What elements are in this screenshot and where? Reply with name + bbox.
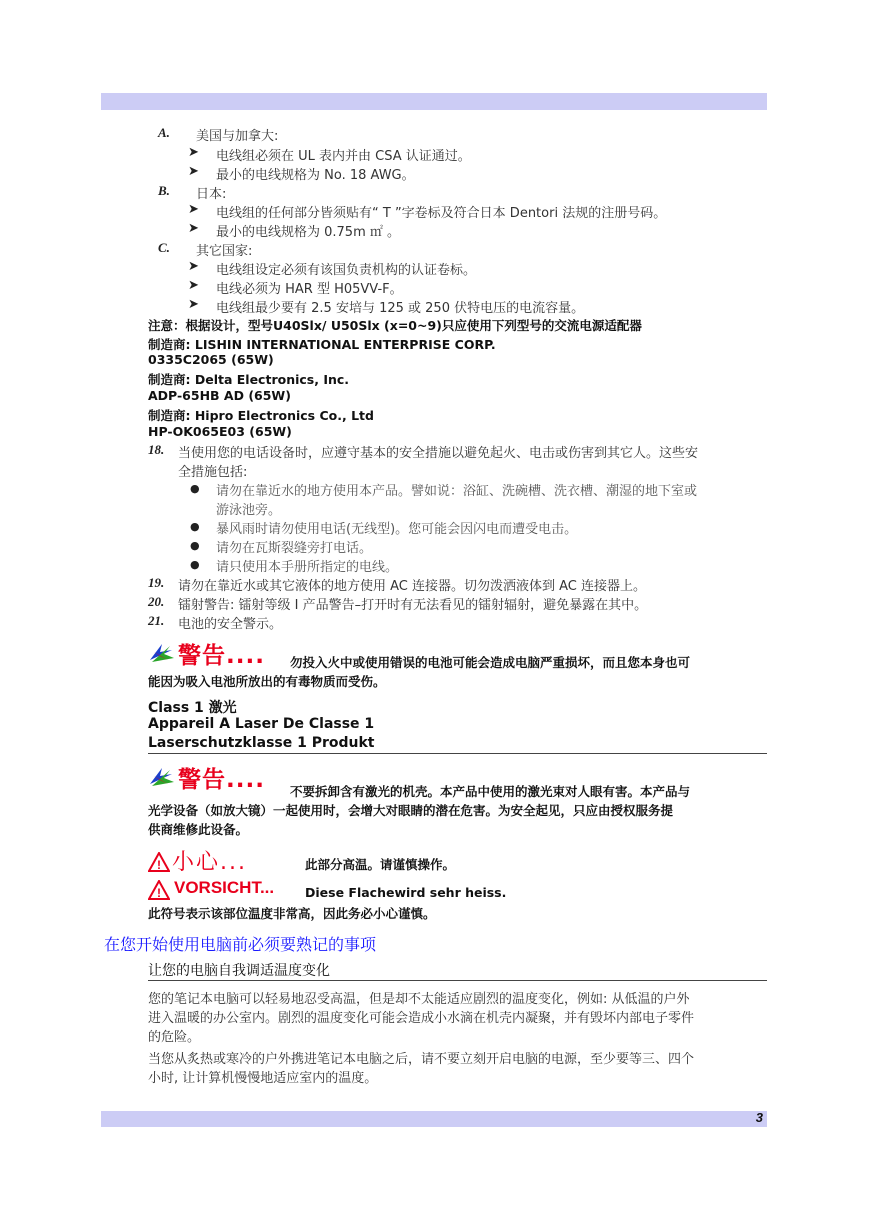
note-line: ADP-65HB AD (65W): [148, 388, 291, 403]
arrow-bullet-icon: ➤: [188, 145, 199, 160]
paragraph-line: 进入温暖的办公室内。剧烈的温度变化可能会造成小水滴在机壳内凝聚，并有毁坏内部电子零件: [148, 1011, 695, 1026]
item-number: 19.: [148, 575, 165, 590]
warning-label: 警告....: [178, 767, 265, 793]
bullet-icon: ●: [190, 539, 200, 552]
bullet-icon: ●: [190, 482, 200, 495]
item-number: 18.: [148, 442, 165, 457]
list-item: 请只使用本手册所指定的电线。: [216, 560, 399, 575]
section-title-c: 其它国家:: [196, 244, 253, 259]
section-letter-b: B.: [158, 183, 170, 198]
warning-arrows-icon: [148, 764, 176, 788]
note-line: 制造商: Delta Electronics, Inc.: [148, 372, 350, 387]
warning-text: 供商维修此设备。: [148, 822, 249, 837]
svg-text:!: !: [157, 886, 161, 900]
warning-text: 勿投入火中或使用错误的电池可能会造成电脑严重损坏，而且您本身也可: [290, 655, 691, 670]
list-item: 游泳池旁。: [216, 503, 282, 518]
paragraph-line: 当您从炙热或寒冷的户外携进笔记本电脑之后，请不要立刻开启电脑的电源，至少要等三、四个: [148, 1052, 695, 1067]
item-text: 镭射警告: 镭射等级 I 产品警告–打开时有无法看见的镭射辐射，避免暴露在其中。: [178, 598, 648, 613]
caution-text: 此部分高温。请谨慎操作。: [305, 857, 456, 872]
warning-text: 光学设备（如放大镜）一起使用时，会增大对眼睛的潜在危害。为安全起见，只应由授权服务提: [148, 803, 674, 818]
header-band: [101, 93, 767, 110]
footer-band: [101, 1111, 767, 1127]
laser-class-line: Class 1 激光: [148, 700, 237, 716]
warning-label: 警告....: [178, 643, 265, 669]
item-text: 当使用您的电话设备时，应遵守基本的安全措施以避免起火、电击或伤害到其它人。这些安: [178, 446, 699, 461]
note-line: 0335C2065 (65W): [148, 352, 274, 367]
section-title-b: 日本:: [196, 187, 227, 202]
svg-text:!: !: [157, 858, 161, 872]
list-item: 电线必须为 HAR 型 H05VV-F。: [216, 282, 403, 297]
list-item: 暴风雨时请勿使用电话(无线型)。您可能会因闪电而遭受电击。: [216, 522, 578, 537]
arrow-bullet-icon: ➤: [188, 278, 199, 293]
subsection-heading: 让您的电脑自我调适温度变化: [148, 963, 330, 979]
note-line: 制造商: Hipro Electronics Co., Ltd: [148, 408, 374, 423]
warning-text: 不要拆卸含有激光的机壳。本产品中使用的激光束对人眼有害。本产品与: [290, 784, 691, 799]
section-title-a: 美国与加拿大:: [196, 129, 279, 144]
item-text: 全措施包括:: [178, 465, 248, 480]
list-item: 电线组最少要有 2.5 安培与 125 或 250 伏特电压的电流容量。: [216, 301, 585, 316]
vorsicht-text: Diese Flachewird sehr heiss.: [305, 885, 507, 900]
bullet-icon: ●: [190, 520, 200, 533]
paragraph-line: 小时, 让计算机慢慢地适应室内的温度。: [148, 1071, 378, 1086]
list-item: 请勿在瓦斯裂缝旁打电话。: [216, 541, 373, 556]
section-letter-c: C.: [158, 240, 170, 255]
arrow-bullet-icon: ➤: [188, 202, 199, 217]
list-item: 请勿在靠近水的地方使用本产品。譬如说：浴缸、洗碗槽、洗衣槽、潮湿的地下室或: [216, 484, 698, 499]
paragraph-line: 您的笔记本电脑可以轻易地忍受高温，但是却不太能适应剧烈的温度变化，例如: 从低温的户外: [148, 992, 690, 1007]
arrow-bullet-icon: ➤: [188, 164, 199, 179]
laser-class-line: Laserschutzklasse 1 Produkt: [148, 735, 375, 751]
list-item: 电线组的任何部分皆须贴有“ T ”字卷标及符合日本 Dentori 法规的注册号码。: [216, 206, 667, 221]
list-item: 最小的电线规格为 No. 18 AWG。: [216, 168, 415, 183]
item-text: 电池的安全警示。: [178, 617, 283, 632]
item-number: 20.: [148, 594, 165, 609]
caution-symbol-text: 此符号表示该部位温度非常高，因此务必小心谨慎。: [148, 906, 436, 921]
note-line: 注意：根据设计，型号U40Slx/ U50Slx (x=0~9)只应使用下列型号的交流电源适配器: [148, 318, 642, 333]
note-line: 制造商: LISHIN INTERNATIONAL ENTERPRISE CORP.: [148, 337, 496, 352]
laser-class-line: Appareil A Laser De Classe 1: [148, 716, 375, 732]
arrow-bullet-icon: ➤: [188, 221, 199, 236]
page-number: 3: [755, 1110, 763, 1125]
item-text: 请勿在靠近水或其它液体的地方使用 AC 连接器。切勿泼洒液体到 AC 连接器上。: [178, 579, 647, 594]
paragraph-line: 的危险。: [148, 1030, 201, 1045]
caution-triangle-icon: [148, 880, 170, 900]
list-item: 电线组必须在 UL 表内并由 CSA 认证通过。: [216, 149, 471, 164]
vorsicht-label: VORSICHT...: [174, 878, 275, 897]
list-item: 电线组设定必须有该国负责机构的认证卷标。: [216, 263, 477, 278]
warning-text: 能因为吸入电池所放出的有毒物质而受伤。: [148, 674, 386, 689]
divider: [148, 753, 767, 754]
note-line: HP-OK065E03 (65W): [148, 424, 292, 439]
section-heading: 在您开始使用电脑前必须要熟记的事项: [104, 935, 377, 954]
arrow-bullet-icon: ➤: [188, 297, 199, 312]
arrow-bullet-icon: ➤: [188, 259, 199, 274]
caution-label: 小心...: [172, 850, 247, 875]
caution-triangle-icon: [148, 852, 170, 872]
divider: [148, 980, 767, 981]
warning-arrows-icon: [148, 640, 176, 664]
section-letter-a: A.: [158, 125, 170, 140]
item-number: 21.: [148, 613, 165, 628]
bullet-icon: ●: [190, 558, 200, 571]
list-item: 最小的电线规格为 0.75m ㎡ 。: [216, 225, 401, 240]
